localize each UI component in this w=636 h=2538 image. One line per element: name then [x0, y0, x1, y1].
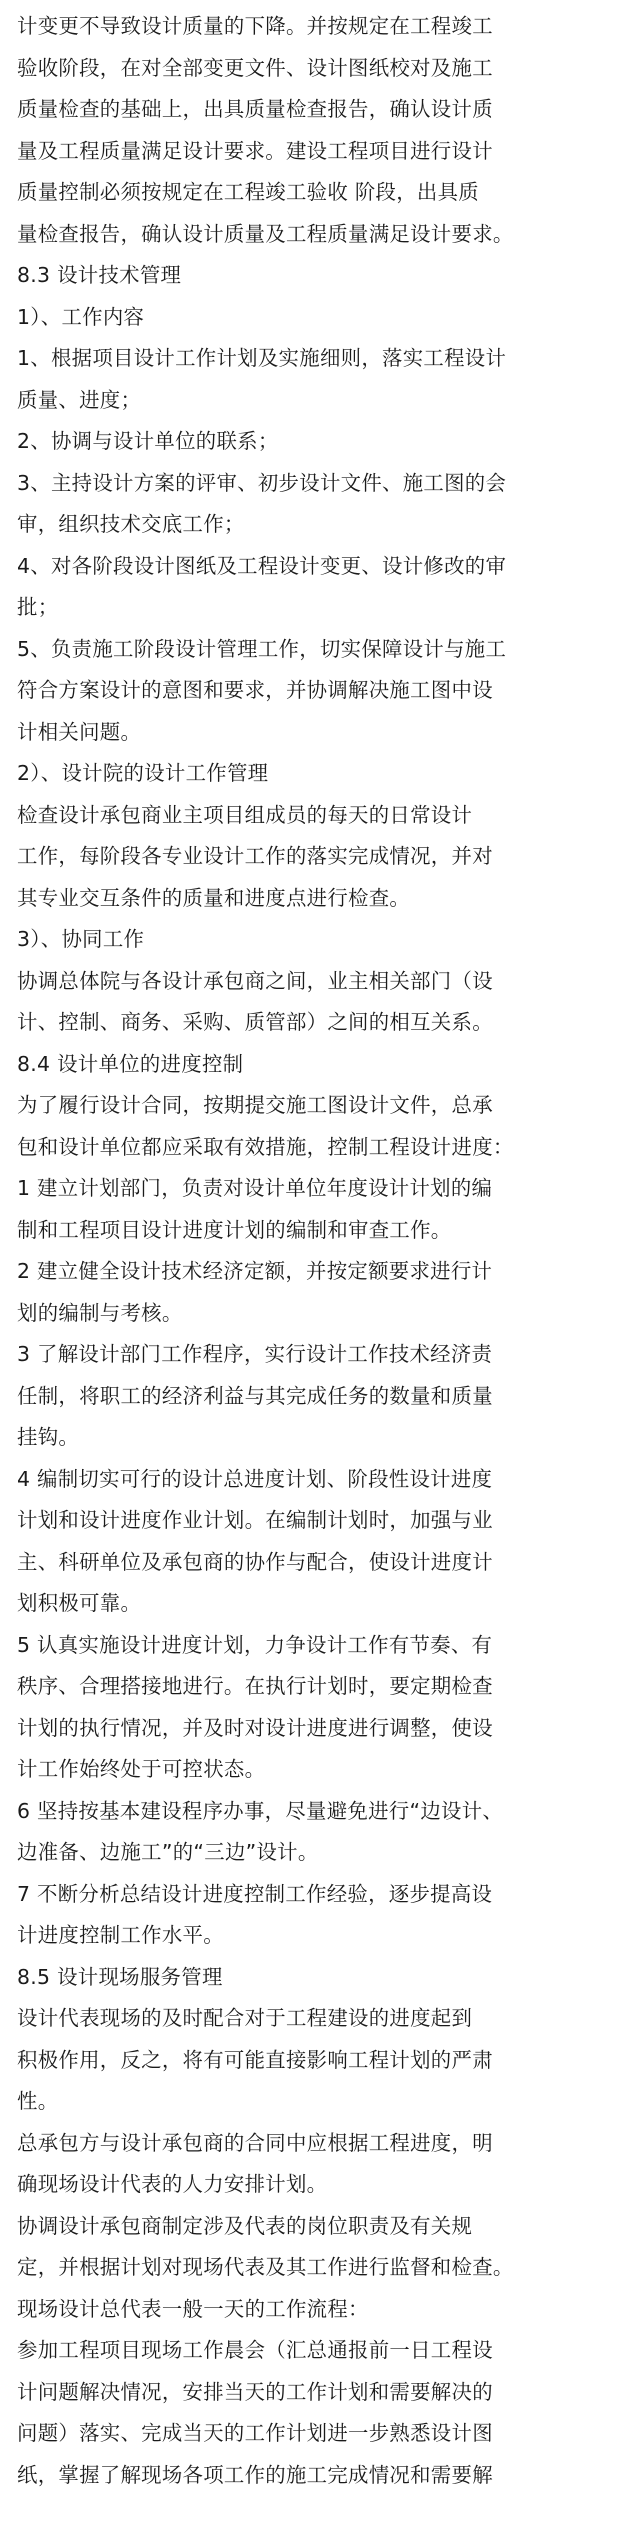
text-line: 计进度控制工作水平。: [17, 1923, 224, 1947]
text-line: 3 了解设计部门工作程序，实行设计工作技术经济责: [17, 1342, 493, 1366]
text-line: 2、协调与设计单位的联系；: [17, 429, 279, 453]
text-line: 计问题解决情况，安排当天的工作计划和需要解决的: [17, 2379, 493, 2404]
text-line: 计相关问题。: [17, 719, 142, 744]
text-line: 计变更不导致设计质量的下降。并按规定在工程竣工: [17, 14, 493, 38]
section-heading: 8.5 设计现场服务管理: [17, 1964, 223, 1989]
text-line: 1 建立计划部门，负责对设计单位年度设计计划的编: [17, 1176, 493, 1200]
text-line: 协调总体院与各设计承包商之间，业主相关部门（设: [17, 968, 493, 993]
text-line: 计划和设计进度作业计划。在编制计划时，加强与业: [17, 1508, 493, 1532]
text-line: 4 编制切实可行的设计总进度计划、阶段性设计进度: [17, 1466, 493, 1491]
text-line: 其专业交互条件的质量和进度点进行检查。: [17, 885, 411, 910]
text-line: 挂钩。: [17, 1425, 80, 1449]
subsection-heading: 1）、工作内容: [17, 304, 145, 329]
text-line: 划的编制与考核。: [17, 1300, 183, 1325]
text-line: 边准备、边施工”的“三边”设计。: [17, 1840, 319, 1864]
text-line: 定，并根据计划对现场代表及其工作进行监督和检查。: [17, 2255, 514, 2279]
section-heading: 8.3 设计技术管理: [17, 263, 182, 287]
text-line: 为了履行设计合同，按期提交施工图设计文件，总承: [17, 1093, 493, 1117]
text-line: 任制，将职工的经济利益与其完成任务的数量和质量: [17, 1383, 493, 1408]
text-line: 划积极可靠。: [17, 1591, 142, 1615]
text-line: 检查设计承包商业主项目组成员的每天的日常设计: [17, 802, 473, 827]
document-body: [17, 6, 619, 2496]
text-line: 协调设计承包商制定涉及代表的岗位职责及有关规: [17, 2213, 473, 2238]
text-line: 包和设计单位都应采取有效措施，控制工程设计进度：: [17, 1134, 514, 1159]
text-line: 量检查报告，确认设计质量及工程质量满足设计要求。: [17, 221, 514, 246]
text-line: 参加工程项目现场工作晨会（汇总通报前一日工程设: [17, 2338, 493, 2362]
text-line: 设计代表现场的及时配合对于工程建设的进度起到: [17, 2006, 473, 2030]
text-line: 质量、进度；: [17, 387, 142, 412]
text-line: 1、根据项目设计工作计划及实施细则，落实工程设计: [17, 346, 507, 370]
text-line: 符合方案设计的意图和要求，并协调解决施工图中设: [17, 678, 493, 702]
subsection-heading: 3）、协同工作: [17, 927, 145, 951]
text-line: 验收阶段，在对全部变更文件、设计图纸校对及施工: [17, 55, 493, 80]
text-line: 2 建立健全设计技术经济定额，并按定额要求进行计: [17, 1259, 493, 1283]
text-line: 主、科研单位及承包商的协作与配合，使设计进度计: [17, 1549, 493, 1574]
text-line: 5、负责施工阶段设计管理工作，切实保障设计与施工: [17, 636, 507, 661]
text-line: 制和工程项目设计进度计划的编制和审查工作。: [17, 1217, 452, 1242]
text-line: 计划的执行情况，并及时对设计进度进行调整，使设: [17, 1715, 493, 1740]
text-line: 6 坚持按基本建设程序办事，尽量避免进行“边设计、: [17, 1798, 504, 1823]
text-line: 3、主持设计方案的评审、初步设计文件、施工图的会: [17, 470, 507, 495]
text-line: 秩序、合理搭接地进行。在执行计划时，要定期检查: [17, 1674, 493, 1698]
text-line: 量及工程质量满足设计要求。建设工程项目进行设计: [17, 138, 493, 163]
section-heading: 8.4 设计单位的进度控制: [17, 1051, 244, 1076]
text-line: 7 不断分析总结设计进度控制工作经验，逐步提高设: [17, 1881, 493, 1906]
text-line: 纸，掌握了解现场各项工作的施工完成情况和需要解: [17, 2462, 493, 2487]
text-line: 积极作用，反之，将有可能直接影响工程计划的严肃: [17, 2047, 493, 2072]
text-line: 性。: [17, 2089, 59, 2113]
text-line: 审，组织技术交底工作；: [17, 512, 245, 536]
text-line: 计、控制、商务、采购、质管部）之间的相互关系。: [17, 1010, 493, 1034]
text-line: 计工作始终处于可控状态。: [17, 1757, 266, 1781]
text-line: 4、对各阶段设计图纸及工程设计变更、设计修改的审: [17, 553, 507, 578]
subsection-heading: 2）、设计院的设计工作管理: [17, 761, 269, 785]
text-line: 总承包方与设计承包商的合同中应根据工程进度，明: [17, 2130, 493, 2155]
text-line: 现场设计总代表一般一天的工作流程：: [17, 2296, 369, 2321]
text-line: 批；: [17, 595, 59, 619]
text-line: 质量检查的基础上，出具质量检查报告，确认设计质: [17, 97, 493, 121]
text-line: 5 认真实施设计进度计划，力争设计工作有节奏、有: [17, 1632, 493, 1657]
text-line: 工作，每阶段各专业设计工作的落实完成情况，并对: [17, 844, 493, 868]
text-line: 问题）落实、完成当天的工作计划进一步熟悉设计图: [17, 2421, 493, 2445]
text-line: 质量控制必须按规定在工程竣工验收 阶段，出具质: [17, 180, 479, 204]
text-line: 确现场设计代表的人力安排计划。: [17, 2172, 328, 2196]
